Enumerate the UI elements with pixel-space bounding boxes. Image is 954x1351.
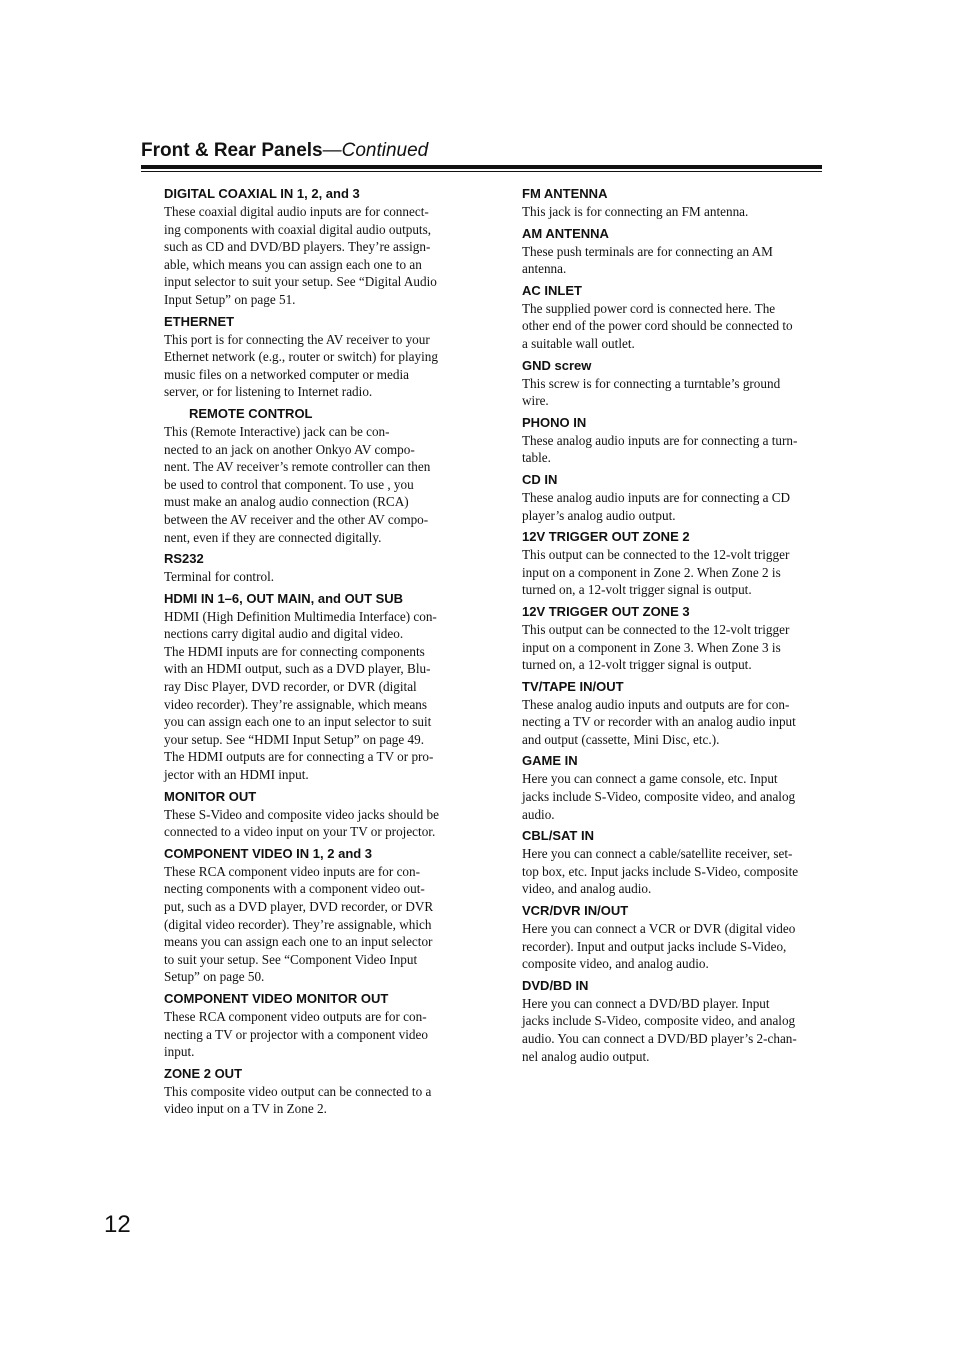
entry-text-line: table. xyxy=(522,450,551,466)
entry-text-line: necting components with a component video out- xyxy=(164,881,425,897)
right-column xyxy=(522,185,824,1069)
entry-text-line: video recorder). They’re assignable, which means xyxy=(164,696,428,712)
spec-entry xyxy=(522,357,824,410)
page-number: 12 xyxy=(104,1211,131,1238)
section-title xyxy=(141,140,822,162)
entry-text-line: This (Remote Interactive) jack can be con- xyxy=(164,423,390,439)
continued-label: —Continued xyxy=(322,140,429,161)
entry-heading: COMPONENT VIDEO IN 1, 2 and 3 xyxy=(164,845,373,861)
entry-text-line: The supplied power cord is connected here. The xyxy=(522,300,776,316)
entry-heading: GAME IN xyxy=(522,753,578,769)
spec-entry xyxy=(164,788,464,841)
entry-heading: RS232 xyxy=(164,551,204,567)
entry-text-line: audio. You can connect a DVD/BD player’s 2-chan- xyxy=(522,1031,797,1046)
entry-text-line: nel analog audio output. xyxy=(522,1048,650,1064)
entry-text-line: These coaxial digital audio inputs are for connect- xyxy=(164,204,429,219)
header-rule-thin xyxy=(141,171,822,172)
entry-text-line: player’s analog audio output. xyxy=(522,507,676,523)
spec-entry xyxy=(164,550,464,586)
entry-text-line: able, which means you can assign each one to an xyxy=(164,256,422,272)
entry-text-line: such as CD and DVD/BD players. They’re assign- xyxy=(164,239,431,255)
spec-entry xyxy=(522,752,824,823)
entry-heading: PHONO IN xyxy=(522,414,587,430)
entry-text-line: put, such as a DVD player, DVD recorder, or DVR xyxy=(164,899,434,914)
entry-heading: CBL/SAT IN xyxy=(522,828,594,844)
entry-text-line: These analog audio inputs are for connecting a turn- xyxy=(522,432,798,448)
entry-text-line: These push terminals are for connecting an AM xyxy=(522,243,773,259)
left-column xyxy=(164,185,464,1122)
entry-text-line: recorder). Input and output jacks include S-Video, xyxy=(522,938,787,954)
entry-heading: MONITOR OUT xyxy=(164,788,257,804)
spec-entry xyxy=(522,902,824,973)
spec-entry xyxy=(164,1065,464,1118)
entry-heading: DVD/BD IN xyxy=(522,977,589,993)
spec-entry xyxy=(522,678,824,749)
entry-text-line: antenna. xyxy=(522,261,567,277)
entry-heading: ZONE 2 OUT xyxy=(164,1065,243,1081)
spec-entry xyxy=(522,528,824,599)
entry-text-line: Terminal for control. xyxy=(164,569,275,585)
entry-text-line: Setup” on page 50. xyxy=(164,969,265,985)
entry-text-line: jacks include S-Video, composite video, and analog xyxy=(522,789,796,805)
entry-heading: REMOTE CONTROL xyxy=(189,405,313,421)
spec-entry xyxy=(164,185,464,309)
entry-text-line: Here you can connect a VCR or DVR (digital video xyxy=(522,921,796,937)
entry-text-line: composite video, and analog audio. xyxy=(522,956,709,972)
entry-text-line: nent. The AV receiver’s remote controller can then xyxy=(164,459,431,475)
entry-text-line: This output can be connected to the 12-volt trigger xyxy=(522,547,790,563)
entry-text-line: necting a TV or projector with a component video xyxy=(164,1026,428,1042)
spec-entry xyxy=(522,827,824,898)
entry-heading: AM ANTENNA xyxy=(522,225,609,241)
entry-text-line: top box, etc. Input jacks include S-Video, composite xyxy=(522,863,799,879)
entry-text-line: nections carry digital audio and digital video. xyxy=(164,626,404,642)
header-rule-thick xyxy=(141,165,822,169)
entry-text-line: a suitable wall outlet. xyxy=(522,335,635,351)
spec-entry xyxy=(522,414,824,467)
entry-heading: DIGITAL COAXIAL IN 1, 2, and 3 xyxy=(164,186,360,201)
entry-heading: TV/TAPE IN/OUT xyxy=(522,678,624,694)
entry-text-line: jacks include S-Video, composite video, and analog xyxy=(522,1013,796,1029)
entry-text-line: Ethernet network (e.g., router or switch) for playing xyxy=(164,349,438,365)
spec-entry xyxy=(164,313,464,401)
entry-text-line: input on a component in Zone 2. When Zone 2 is xyxy=(522,564,781,580)
entry-heading: FM ANTENNA xyxy=(522,186,608,201)
entry-text-line: Here you can connect a cable/satellite receiver, set- xyxy=(522,846,793,862)
spec-entry xyxy=(522,603,824,674)
entry-heading: VCR/DVR IN/OUT xyxy=(522,903,629,919)
entry-text-line: These analog audio inputs are for connecting a CD xyxy=(522,489,791,505)
entry-text-line: connected to a video input on your TV or projector. xyxy=(164,824,436,840)
entry-text-line: between the AV receiver and the other AV compo- xyxy=(164,511,429,527)
entry-text-line: input. xyxy=(164,1044,195,1060)
spec-entry xyxy=(522,185,824,221)
spec-entry xyxy=(522,282,824,353)
entry-text-line: This screw is for connecting a turntable’s ground xyxy=(522,375,781,391)
spec-entry xyxy=(522,225,824,278)
entry-text-line: This jack is for connecting an FM antenna. xyxy=(522,204,749,219)
spec-entry xyxy=(522,471,824,524)
entry-text-line: The HDMI outputs are for connecting a TV or pro- xyxy=(164,749,434,765)
entry-text-line: server, or for listening to Internet radio. xyxy=(164,384,373,400)
entry-text-line: input on a component in Zone 3. When Zone 3 is xyxy=(522,639,781,655)
entry-text-line: Here you can connect a game console, etc. Input xyxy=(522,771,778,787)
entry-text-line: This port is for connecting the AV receiver to your xyxy=(164,331,430,347)
entry-heading: ETHERNET xyxy=(164,313,235,329)
entry-text-line: These RCA component video inputs are for con- xyxy=(164,863,420,879)
entry-text-line: video input on a TV in Zone 2. xyxy=(164,1101,327,1117)
entry-text-line: nected to an jack on another Onkyo AV compo- xyxy=(164,441,415,457)
entry-heading: HDMI IN 1–6, OUT MAIN, and OUT SUB xyxy=(164,590,404,606)
entry-text-line: This composite video output can be connected to a xyxy=(164,1083,432,1099)
section-title-text: Front & Rear Panels xyxy=(141,140,323,161)
entry-text-line: HDMI (High Definition Multimedia Interface) con- xyxy=(164,608,437,624)
spec-entry xyxy=(522,977,824,1065)
entry-text-line: These S-Video and composite video jacks should be xyxy=(164,806,439,822)
entry-text-line: with an HDMI output, such as a DVD player, Blu- xyxy=(164,661,431,677)
spec-entry xyxy=(164,990,464,1061)
entry-text-line: and output (cassette, Mini Disc, etc.). xyxy=(522,731,720,747)
entry-text-line: necting a TV or recorder with an analog audio input xyxy=(522,714,796,730)
spec-entry xyxy=(164,845,464,986)
entry-text-line: input selector to suit your setup. See “Digital Audio xyxy=(164,274,437,290)
entry-heading: CD IN xyxy=(522,471,558,487)
entry-text-line: be used to control that component. To use , you xyxy=(164,476,414,492)
entry-text-line: audio. xyxy=(522,806,555,822)
entry-heading: 12V TRIGGER OUT ZONE 3 xyxy=(522,603,690,619)
spec-entry xyxy=(164,405,464,546)
entry-text-line: jector with an HDMI input. xyxy=(164,767,309,783)
entry-text-line: ray Disc Player, DVD recorder, or DVR (digital xyxy=(164,679,417,695)
entry-text-line: The HDMI inputs are for connecting components xyxy=(164,643,425,659)
entry-text-line: Input Setup” on page 51. xyxy=(164,291,296,307)
entry-text-line: ing components with coaxial digital audio outputs, xyxy=(164,221,432,237)
entry-text-line: This output can be connected to the 12-volt trigger xyxy=(522,621,790,637)
entry-text-line: These analog audio inputs and outputs are for con- xyxy=(522,696,790,712)
entry-text-line: means you can assign each one to an input selector xyxy=(164,934,433,950)
entry-heading: COMPONENT VIDEO MONITOR OUT xyxy=(164,990,389,1006)
entry-heading: 12V TRIGGER OUT ZONE 2 xyxy=(522,529,690,545)
entry-text-line: nent, even if they are connected digitally. xyxy=(164,529,382,545)
entry-text-line: These RCA component video outputs are for con- xyxy=(164,1008,427,1024)
entry-heading: GND screw xyxy=(522,357,592,373)
entry-text-line: other end of the power cord should be connected to xyxy=(522,318,793,334)
entry-text-line: video, and analog audio. xyxy=(522,881,652,897)
entry-text-line: music files on a networked computer or media xyxy=(164,366,409,382)
entry-text-line: your setup. See “HDMI Input Setup” on page 49. xyxy=(164,731,425,747)
entry-text-line: you can assign each one to an input selector to suit xyxy=(164,714,432,730)
entry-text-line: (digital video recorder). They’re assignable, which xyxy=(164,916,432,932)
entry-text-line: Here you can connect a DVD/BD player. Input xyxy=(522,995,770,1011)
entry-heading: AC INLET xyxy=(522,282,582,298)
entry-text-line: to suit your setup. See “Component Video Input xyxy=(164,951,418,967)
entry-text-line: turned on, a 12-volt trigger signal is output. xyxy=(522,582,752,598)
entry-text-line: wire. xyxy=(522,393,549,409)
page-header xyxy=(141,140,822,162)
entry-text-line: turned on, a 12-volt trigger signal is output. xyxy=(522,657,752,673)
entry-text-line: must make an analog audio connection (RCA) xyxy=(164,494,409,510)
spec-entry xyxy=(164,590,464,784)
